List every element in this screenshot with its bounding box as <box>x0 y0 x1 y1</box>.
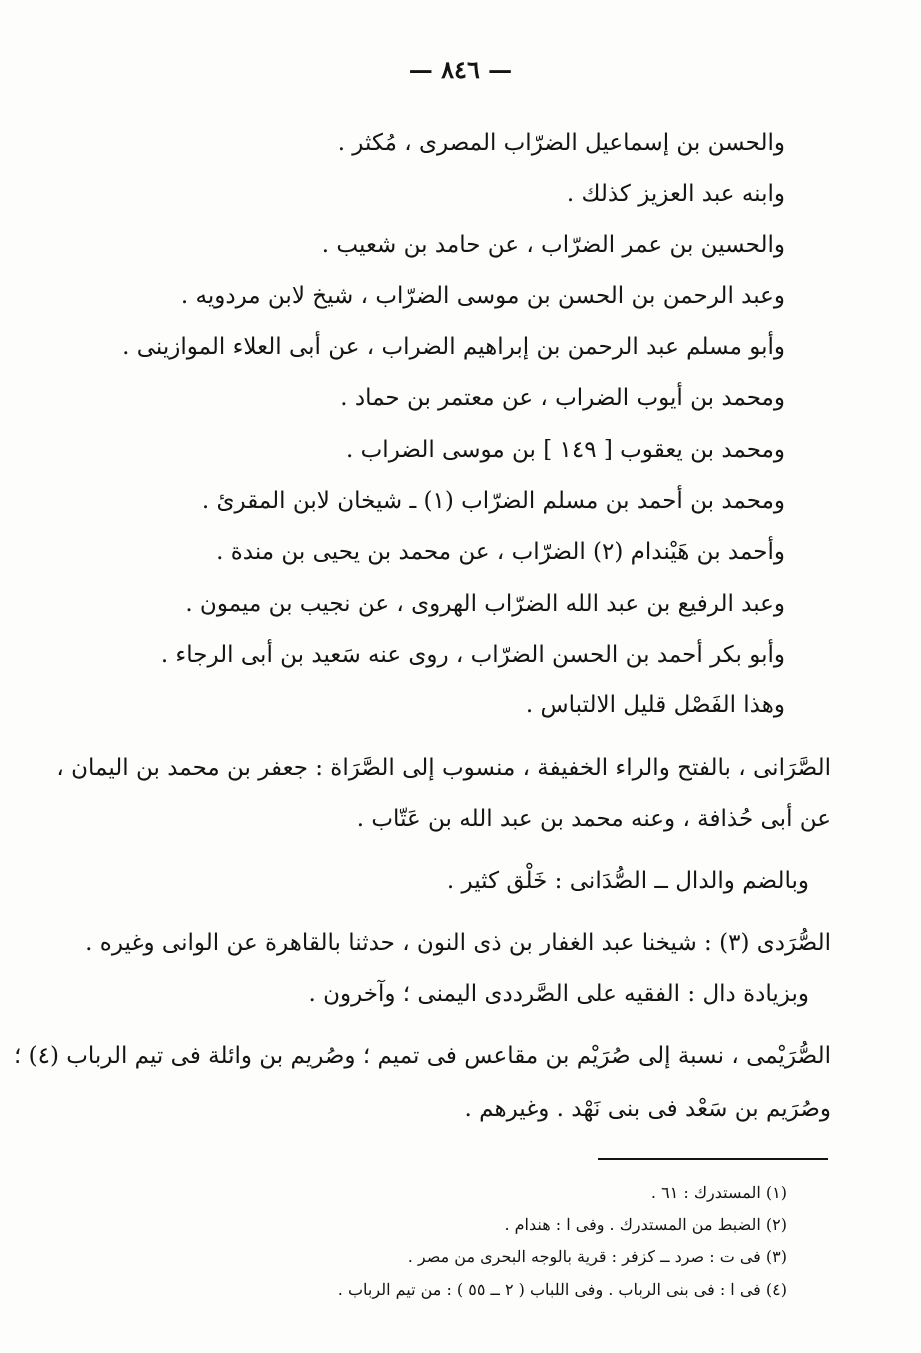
body-line: والحسين بن عمر الضرّاب ، عن حامد بن شعيب . <box>321 232 785 258</box>
body-line: والحسن بن إسماعيل الضرّاب المصرى ، مُكثر . <box>337 130 785 156</box>
entry-heading-line: الصُّرَدى (٣) : شيخنا عبد الغفار بن ذى النون ، حدثنا بالقاهرة عن الوانى وغيره . <box>85 930 831 956</box>
body-line: وعبد الرحمن بن الحسن بن موسى الضرّاب ، شيخ لابن مردويه . <box>180 283 785 309</box>
body-line: ومحمد بن أيوب الضراب ، عن معتمر بن حماد . <box>340 385 785 411</box>
page-number: — ٨٤٦ — <box>408 55 513 84</box>
footnote-divider <box>598 1158 828 1160</box>
entry-heading-line: الصُّرَيْمى ، نسبة إلى صُرَيْم بن مقاعس فى تميم ؛ وصُريم بن وائلة فى تيم الرباب (٤) ؛ <box>13 1043 831 1069</box>
body-line: ومحمد بن يعقوب [ ١٤٩ ] بن موسى الضراب . <box>346 437 785 463</box>
body-line: عن أبى حُذافة ، وعنه محمد بن عبد الله بن عَتّاب . <box>356 806 831 832</box>
body-line: وعبد الرفيع بن عبد الله الضرّاب الهروى ، عن نجيب بن ميمون . <box>185 591 785 617</box>
body-line: وبزيادة دال : الفقيه على الصَّرددى اليمنى ؛ وآخرون . <box>308 981 809 1007</box>
body-line: وأحمد بن هَيْندام (٢) الضرّاب ، عن محمد بن يحيى بن مندة . <box>216 539 785 565</box>
body-line: وصُرَيم بن سَعْد فى بنى نَهْد . وغيرهم . <box>464 1096 831 1122</box>
body-line: ومحمد بن أحمد بن مسلم الضرّاب (١) ـ شيخان لابن المقرئ . <box>201 488 785 514</box>
body-line: وأبو بكر أحمد بن الحسن الضرّاب ، روى عنه سَعيد بن أبى الرجاء . <box>160 642 785 668</box>
footnote: (٤) فى ا : فى بنى الرباب . وفى اللباب ( ٢ ــ ٥٥ ) : من تيم الرباب . <box>337 1280 787 1299</box>
body-line: وأبو مسلم عبد الرحمن بن إبراهيم الضراب ، عن أبى العلاء الموازينى . <box>122 334 785 360</box>
footnote: (٢) الضبط من المستدرك . وفى ا : هندام . <box>504 1215 787 1234</box>
body-line: وبالضم والدال ــ الصُّدَانى : خَلْق كثير . <box>446 868 809 894</box>
body-line: وهذا الفَصْل قليل الالتباس . <box>525 692 785 718</box>
body-line: وابنه عبد العزيز كذلك . <box>566 181 785 207</box>
entry-heading-line: الصَّرَانى ، بالفتح والراء الخفيفة ، منسوب إلى الصَّرَاة : جعفر بن محمد بن اليمان ، <box>56 755 831 781</box>
footnote: (١) المستدرك : ٦١ . <box>650 1183 787 1202</box>
footnote: (٣) فى ت : صرد ــ كزفر : قرية بالوجه البحرى من مصر . <box>407 1247 787 1266</box>
